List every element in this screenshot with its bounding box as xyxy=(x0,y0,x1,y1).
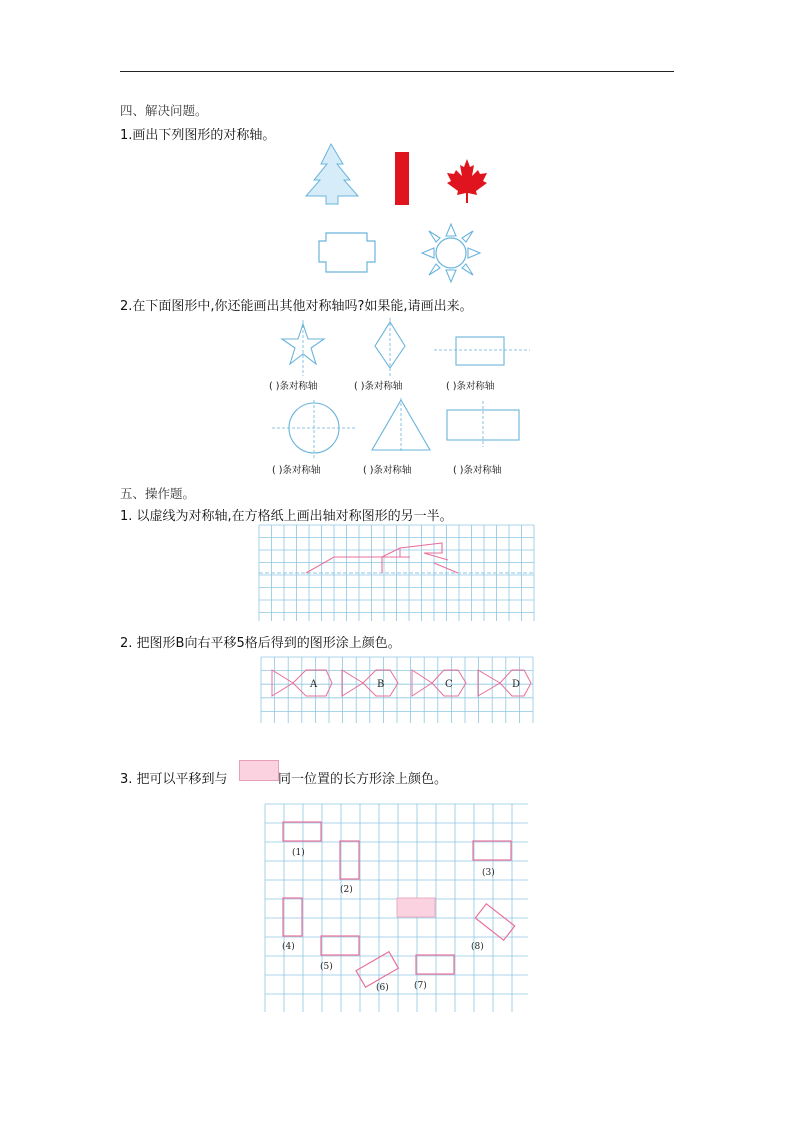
sun-figure xyxy=(418,220,484,286)
svg-text:(7): (7) xyxy=(414,981,427,991)
axis-count-label: ( )条对称轴 xyxy=(363,465,412,476)
shape-label-c: C xyxy=(445,679,453,690)
section5-title: 五、操作题。 xyxy=(120,486,196,501)
question-5-2: 2. 把图形B向右平移5格后得到的图形涂上颜色。 xyxy=(120,636,401,651)
rect-7 xyxy=(416,955,454,974)
axis-count-label: ( )条对称轴 xyxy=(446,381,495,392)
svg-text:(1): (1) xyxy=(292,848,305,858)
target-rectangle xyxy=(397,898,435,917)
question-2: 2.在下面图形中,你还能画出其他对称轴吗?如果能,请画出来。 xyxy=(120,299,473,314)
circle-figure xyxy=(270,398,358,460)
star-figure xyxy=(276,318,332,378)
rect-3 xyxy=(473,841,511,860)
red-bar-figure xyxy=(392,151,412,207)
triangle-figure xyxy=(370,396,434,454)
rectangles-grid xyxy=(264,803,530,1013)
svg-text:(2): (2) xyxy=(340,885,353,895)
rectangle-wide-figure xyxy=(432,330,532,370)
tree-figure xyxy=(300,142,364,206)
shape-label-a: A xyxy=(310,679,318,690)
svg-text:(8): (8) xyxy=(471,942,484,952)
rect-5 xyxy=(321,936,359,955)
rect-8 xyxy=(475,904,514,940)
rect-2 xyxy=(340,841,359,879)
reference-rectangle xyxy=(239,760,279,781)
shape-label-b: B xyxy=(377,679,385,690)
symmetry-grid xyxy=(258,524,536,622)
kite-figure xyxy=(368,316,414,378)
axis-count-label: ( )条对称轴 xyxy=(269,381,318,392)
axis-count-label: ( )条对称轴 xyxy=(354,381,403,392)
rect-4 xyxy=(283,898,302,936)
rect-6 xyxy=(356,952,398,987)
section4-title: 四、解决问题。 xyxy=(120,103,208,118)
cross-shape-figure xyxy=(316,230,378,276)
rect-1 xyxy=(283,822,321,841)
svg-text:(4): (4) xyxy=(282,942,295,952)
maple-leaf-figure xyxy=(443,157,491,205)
header-rule xyxy=(120,71,674,72)
rectangle-figure xyxy=(444,400,524,448)
svg-text:(6): (6) xyxy=(376,983,389,993)
svg-text:(3): (3) xyxy=(482,868,495,878)
question-1: 1.画出下列图形的对称轴。 xyxy=(120,128,276,143)
question-5-1: 1. 以虚线为对称轴,在方格纸上画出轴对称图形的另一半。 xyxy=(120,509,453,524)
fish-tail-a xyxy=(272,670,293,696)
translation-grid xyxy=(260,656,534,724)
question-5-3-after: 同一位置的长方形涂上颜色。 xyxy=(278,772,448,787)
question-5-3-before: 3. 把可以平移到与 xyxy=(120,772,228,787)
shape-label-d: D xyxy=(512,679,521,690)
axis-count-label: ( )条对称轴 xyxy=(272,465,321,476)
axis-count-label: ( )条对称轴 xyxy=(453,465,502,476)
svg-text:(5): (5) xyxy=(320,962,333,972)
